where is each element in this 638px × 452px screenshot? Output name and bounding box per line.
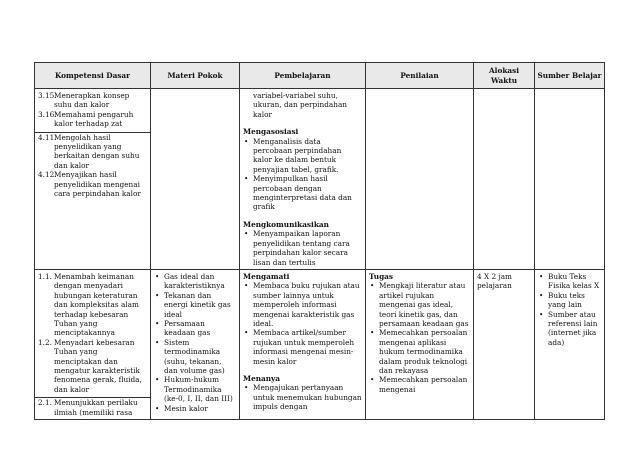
section-heading: Tugas <box>369 271 394 281</box>
materi-cell <box>151 269 240 419</box>
kd-cell <box>35 89 151 270</box>
list-item: • Sumber atau referensi lain (internet jika ada) <box>538 310 601 348</box>
list-item: • Memecahkan persoalan mengenai aplikasi hukum termodinamika dalam produk teknologi dan rekayasa <box>369 328 470 375</box>
section-heading: Mengasosiasi <box>243 127 299 137</box>
kd-group <box>35 397 150 417</box>
kd-group <box>38 91 147 129</box>
kd-item: 1.1. Menambah keimanan dengan menyadari hubungan keteraturan dan kompleksitas alam terhadap kebesaran Tuhan yang menciptakannya <box>38 271 139 338</box>
table-header-row <box>35 63 605 89</box>
list-item: • Memecahkan persoalan mengenai <box>369 375 470 394</box>
kd-group <box>38 272 147 394</box>
syllabus-table <box>34 62 605 420</box>
section-heading: Menanya <box>243 373 281 383</box>
penilaian-cell <box>366 89 474 270</box>
section-heading: Mengkomunikasikan <box>243 219 329 229</box>
list-item: • Membaca buku rujukan atau sumber lainnya untuk memperoleh informasi mengenai karakteristik gas ideal. <box>243 281 362 328</box>
kd-item: 2.1. Menunjukkan perilaku ilmiah (memiliki rasa <box>38 398 138 417</box>
sumber-cell <box>535 89 605 270</box>
kd-item: 4.11. Mengolah hasil penyelidikan yang berkaitan dengan suhu dan kalor <box>38 132 140 170</box>
alokasi-cell <box>474 89 535 270</box>
list-item: • Tekanan dan energi kinetik gas ideal <box>154 291 236 319</box>
kd-item: 3.16. Memahami pengaruh kalor terhadap zat <box>38 109 134 129</box>
list-item: • Menyimpulkan hasil percobaan dengan menginterpretasi data dan grafik <box>243 174 362 212</box>
bullet-list <box>243 229 362 267</box>
header-materi-pokok: Materi Pokok <box>151 63 240 89</box>
list-item: • Mengkaji literatur atau artikel rujukan mengenai gas ideal, teori kinetik gas, dan persamaan keadaan gas <box>369 281 470 328</box>
list-item: • Persamaan keadaan gas <box>154 319 236 338</box>
list-item: • Buku teks yang lain <box>538 291 601 310</box>
kd-item: 4.12. Menyajikan hasil penyelidikan mengenai cara perpindahan kalor <box>38 170 141 199</box>
list-item: • Menganalisis data percobaan perpindahan kalor ke dalam bentuk penyajian tabel, grafik. <box>243 137 362 175</box>
bullet-list <box>243 137 362 212</box>
kd-cell <box>35 269 151 419</box>
alokasi-cell: 4 X 2 jam pelajaran <box>474 269 535 419</box>
header-penilaian: Penilaian <box>366 63 474 89</box>
sumber-cell <box>535 269 605 419</box>
pembelajaran-cell <box>240 269 366 419</box>
list-item: • Sistem termodinamika (suhu, tekanan, dan volume gas) <box>154 338 236 376</box>
bullet-list <box>243 281 362 366</box>
list-item: • Hukum-hukum Termodinamika (ke-0, I, II, dan III) <box>154 375 236 403</box>
kd-item: 1.2. Menyadari kebesaran Tuhan yang menciptakan dan mengatur karakteristik fenomena gerak, fluida, dan kalor <box>38 337 142 394</box>
pembelajaran-cell <box>240 89 366 270</box>
table-row <box>35 269 605 419</box>
list-item: • Gas ideal dan karakteristiknya <box>154 272 236 291</box>
kd-item: 3.15. Menerapkan konsep suhu dan kalor <box>38 91 130 110</box>
header-pembelajaran: Pembelajaran <box>240 63 366 89</box>
bullet-list <box>369 281 470 394</box>
bullet-list <box>154 272 236 413</box>
list-item: • Menyampaikan laporan penyelidikan tentang cara perpindahan kalor secara lisan dan tertulis <box>243 229 362 267</box>
kd-group <box>35 132 150 199</box>
materi-cell <box>151 89 240 270</box>
section-heading: Mengamati <box>243 271 290 281</box>
penilaian-cell <box>366 269 474 419</box>
bullet-list <box>538 272 601 347</box>
header-kompetensi-dasar: Kompetensi Dasar <box>35 63 151 89</box>
header-alokasi-waktu: Alokasi Waktu <box>474 63 535 89</box>
list-item: • Membaca artikel/sumber rujukan untuk memperoleh informasi mengenai mesin-mesin kalor <box>243 328 362 366</box>
pembelajaran-lead: variabel-variabel suhu, ukuran, dan perpindahan kalor <box>253 91 347 119</box>
table-row <box>35 89 605 270</box>
bullet-list <box>243 383 362 411</box>
list-item: • Mengajukan pertanyaan untuk menemukan hubungan impuls dengan <box>243 383 362 411</box>
list-item: • Mesin kalor <box>154 404 236 413</box>
header-sumber-belajar: Sumber Belajar <box>535 63 605 89</box>
list-item: • Buku Teks Fisika kelas X <box>538 272 601 291</box>
